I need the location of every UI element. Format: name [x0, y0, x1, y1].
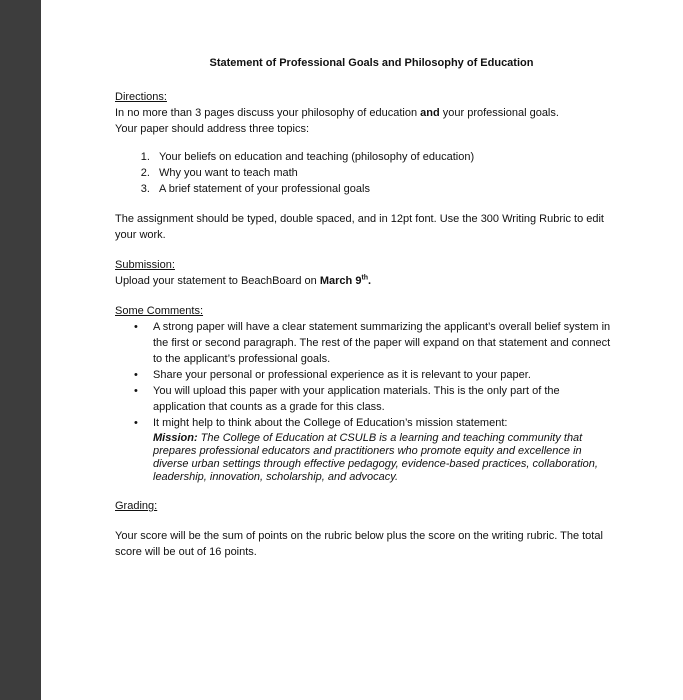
document-content [115, 55, 615, 560]
bullet-icon: • [134, 385, 138, 397]
bullet-icon: • [134, 321, 138, 333]
comment-item: • A strong paper will have a clear statement summarizing the applicant’s overall belief system in the first or second paragraph. The rest of the paper will expand on that statement and connect to the applicant’s professional goals. [134, 321, 611, 365]
left-dark-bar [0, 0, 41, 700]
submission-text-pre: Upload your statement to BeachBoard on [115, 275, 320, 287]
mission-text: The College of Education at CSULB is a learning and teaching community that prepares professional educators and practitioners who promote equity and excellence in diverse urban settings through effective pedagogy, evidence-based practices, collaboration, leadership, innovation, scholarship, and advocacy. [153, 432, 598, 483]
directions-line-1-pre: In no more than 3 pages discuss your philosophy of education [115, 107, 421, 119]
bullet-icon: • [134, 369, 138, 381]
grading-heading: Grading: [115, 500, 158, 512]
comments-heading: Some Comments: [115, 305, 204, 317]
comment-item: • Share your personal or professional experience as it is relevant to your paper. [134, 369, 531, 381]
mission-label: Mission: [153, 432, 198, 444]
comment-item: • It might help to think about the College of Education’s mission statement: Mission: The College of Education at CSULB is a learning and teaching community that prepares professional educators and practitioners who promote equity and excellence in diverse urban settings through effective pedagogy, evidence-based practices, collaboration, leadership, innovation, scholarship, and advocacy. [153, 415, 615, 484]
document-page [41, 0, 683, 700]
directions-heading: Directions: [115, 91, 167, 103]
topic-item: 3. A brief statement of your professional goals [153, 181, 615, 197]
comments-list [115, 319, 615, 484]
document-title: Statement of Professional Goals and Philosophy of Education [209, 57, 534, 69]
format-instructions: The assignment should be typed, double spaced, and in 12pt font. Use the 300 Writing Rubric to edit your work. [115, 213, 604, 241]
topics-list [115, 149, 615, 197]
topic-item: 1. Your beliefs on education and teaching (philosophy of education) [153, 149, 615, 165]
comment-item: • You will upload this paper with your application materials. This is the only part of the application that counts as a grade for this class. [134, 385, 560, 413]
directions-line-1-post: your professional goals. [439, 107, 559, 119]
submission-heading: Submission: [115, 259, 175, 271]
mission-statement [153, 432, 615, 484]
directions-line-1-bold: and [420, 107, 440, 119]
bullet-icon: • [134, 417, 138, 429]
directions-line-1 [115, 105, 615, 121]
topic-item: 2. Why you want to teach math [153, 165, 615, 181]
submission-date: March 9th. [319, 274, 372, 287]
submission-text [115, 273, 615, 289]
grading-text: Your score will be the sum of points on the rubric below plus the score on the writing rubric. The total score will be out of 16 points. [115, 530, 603, 558]
directions-line-2: Your paper should address three topics: [115, 123, 310, 135]
